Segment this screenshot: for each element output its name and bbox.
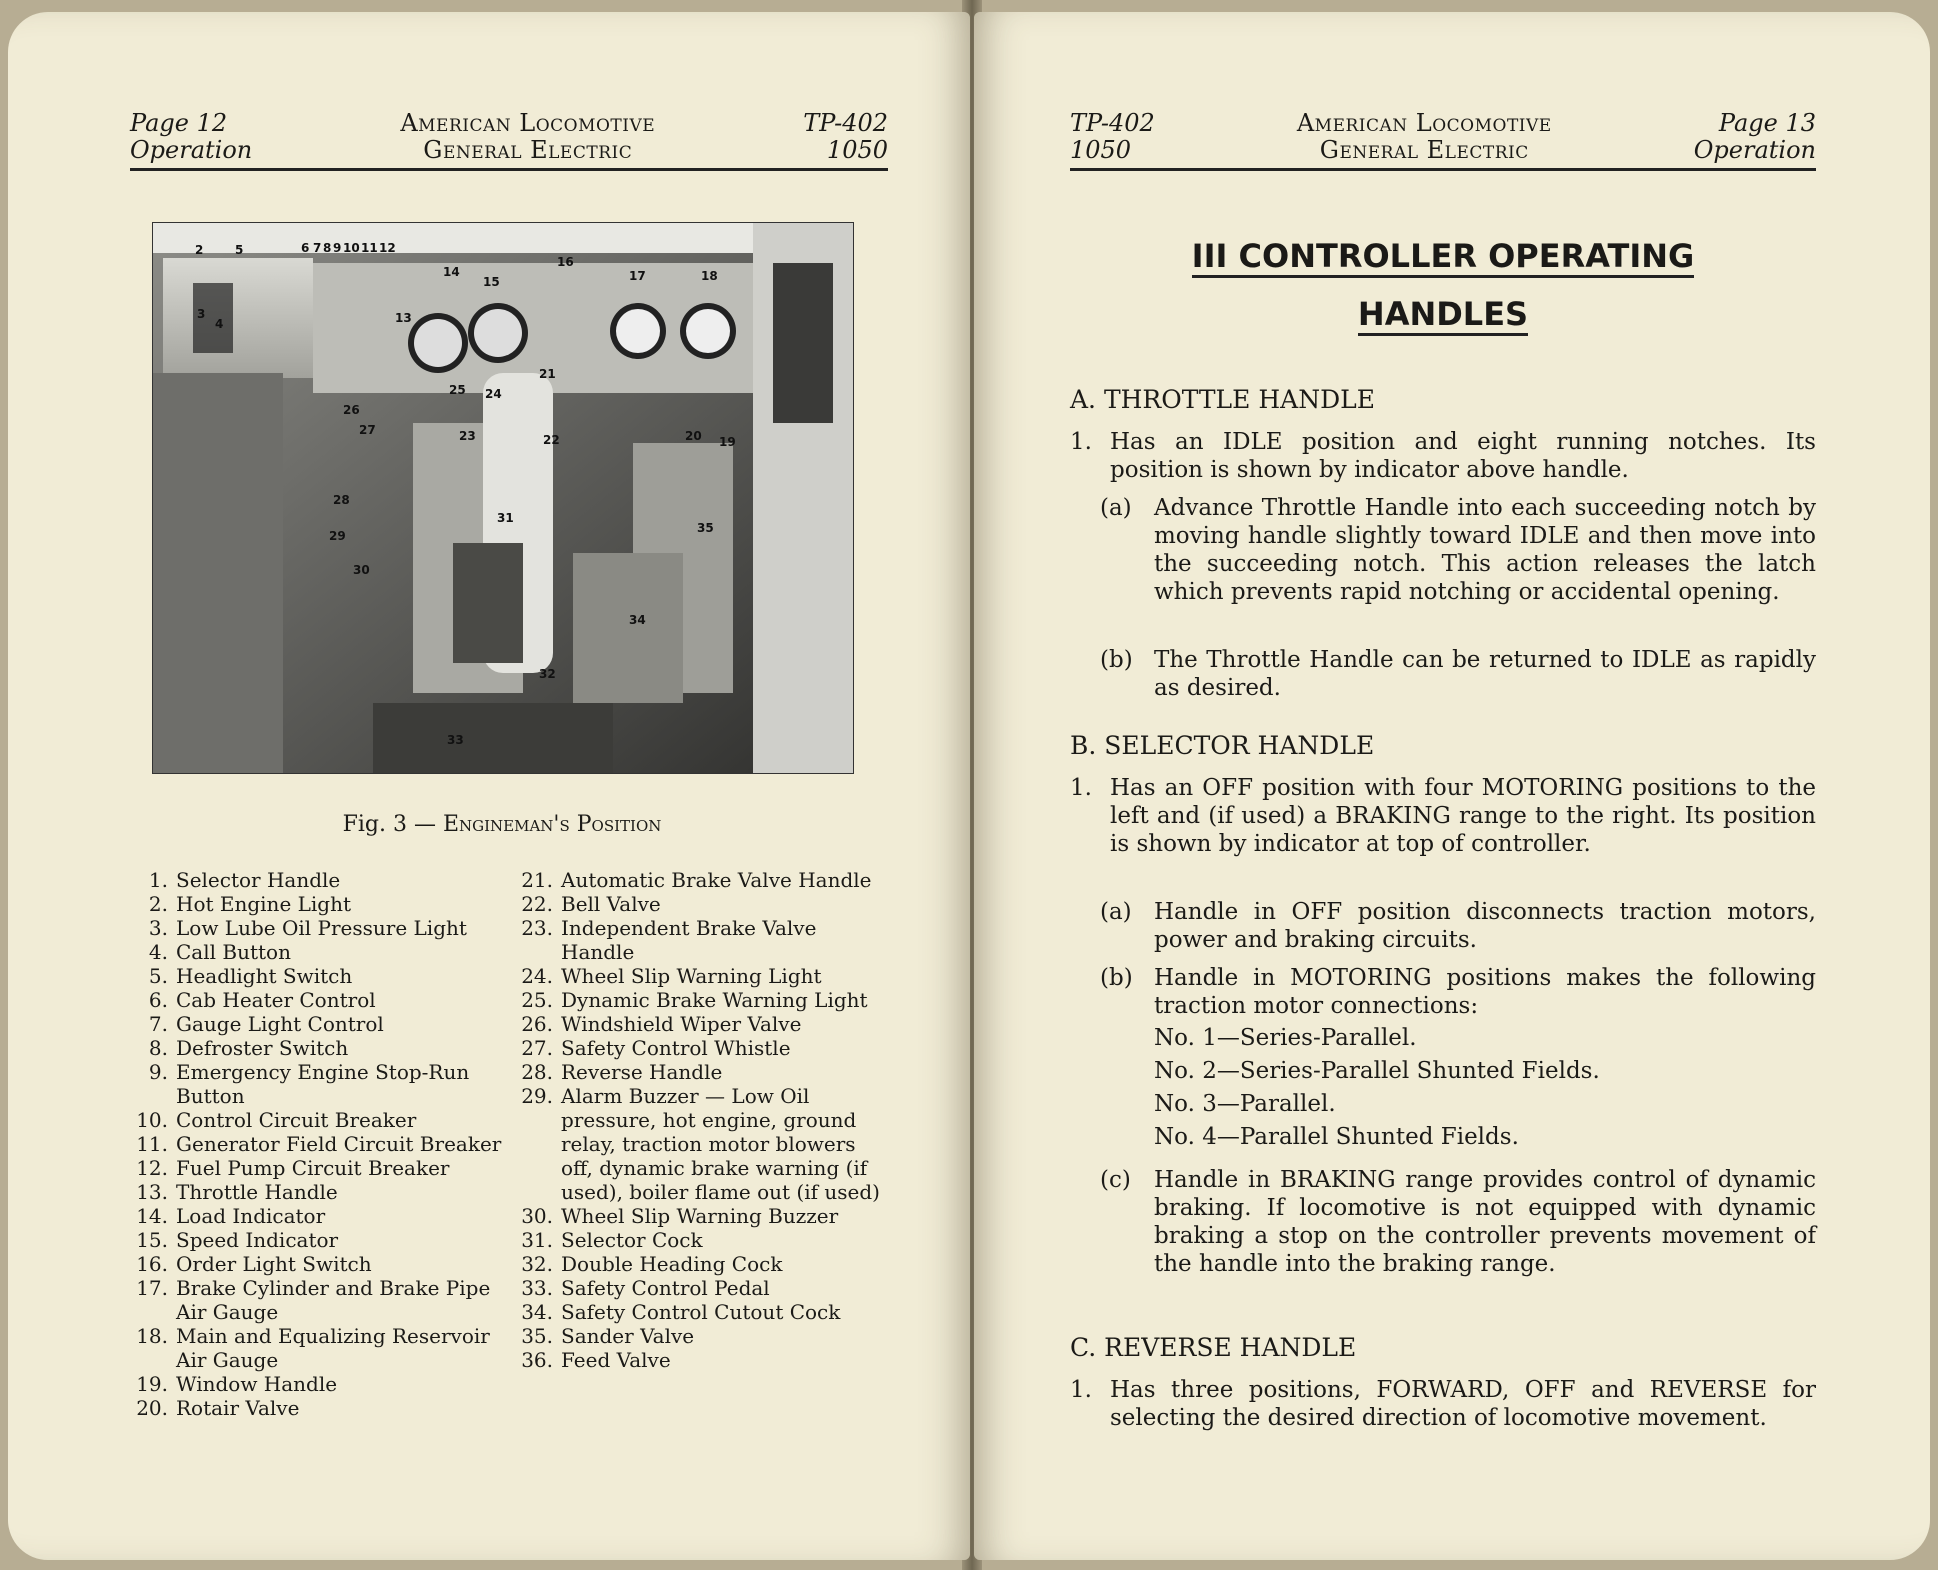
legend-item-number: 6.	[148, 988, 168, 1012]
callout-32: 32	[539, 667, 556, 681]
legend-item	[128, 1108, 508, 1132]
motoring-list-item: No. 3—Parallel.	[1154, 1091, 1336, 1117]
legend-item-number: 29.	[521, 1084, 553, 1108]
section-b-item-1: 1. Has an OFF position with four MOTORING positions to the left and (if used) a BRAKING range to the right. Its position is shown by indicator at top of controller.	[1070, 775, 1816, 857]
callout-5: 5	[235, 243, 244, 257]
legend-item-text: Rotair Valve	[176, 1396, 300, 1420]
legend-item-number: 17.	[136, 1276, 168, 1300]
legend-item-number: 36.	[521, 1348, 553, 1372]
legend-item	[128, 1180, 508, 1204]
figure-caption	[152, 812, 852, 837]
legend-item	[513, 1204, 893, 1228]
legend-item	[128, 892, 508, 916]
legend-item	[128, 1324, 508, 1372]
figure-caption-title: Engineman's Position	[442, 812, 662, 837]
legend-item-text: Automatic Brake Valve Handle	[561, 868, 872, 892]
legend-item-number: 15.	[136, 1228, 168, 1252]
legend-item	[128, 940, 508, 964]
legend-item-number: 23.	[521, 916, 553, 940]
legend-item-number: 26.	[521, 1012, 553, 1036]
legend-item	[513, 988, 893, 1012]
company-line1: American Locomotive	[1296, 109, 1552, 137]
legend-item	[513, 964, 893, 988]
section-b-item-c: (c) Handle in BRAKING range provides control of dynamic braking. If locomotive is not equipped with dynamic braking a stop on the controller prevents movement of the handle into the braking range.	[1100, 1167, 1816, 1277]
legend-item-text: Load Indicator	[176, 1204, 326, 1228]
callout-29: 29	[329, 529, 346, 543]
legend-item-number: 1.	[148, 868, 168, 892]
legend-item-number: 35.	[521, 1324, 553, 1348]
legend-item-text: Control Circuit Breaker	[176, 1108, 417, 1132]
legend-item-text: Windshield Wiper Valve	[561, 1012, 802, 1036]
legend-item	[128, 868, 508, 892]
callout-2: 2	[195, 243, 204, 257]
legend-item-number: 20.	[136, 1396, 168, 1420]
section-label: Operation	[130, 136, 253, 164]
legend-item-number: 28.	[521, 1060, 553, 1084]
legend-item-text: Dynamic Brake Warning Light	[561, 988, 868, 1012]
callout-3: 3	[197, 307, 206, 321]
section-a-item-b: (b) The Throttle Handle can be returned to IDLE as rapidly as desired.	[1100, 647, 1816, 701]
callout-33: 33	[447, 733, 464, 747]
callout-18: 18	[701, 269, 718, 283]
callout-24: 24	[485, 387, 502, 401]
legend-item-number: 18.	[136, 1324, 168, 1348]
company-line2: General Electric	[423, 136, 633, 164]
legend-item	[513, 1324, 893, 1348]
legend-item-text: Cab Heater Control	[176, 988, 376, 1012]
legend-column-2	[513, 868, 893, 1372]
company-line1: American Locomotive	[400, 109, 656, 137]
legend-item-text: Wheel Slip Warning Light	[561, 964, 822, 988]
legend-item-text: Reverse Handle	[561, 1060, 723, 1084]
legend-item	[128, 1252, 508, 1276]
callout-25: 25	[449, 383, 466, 397]
legend-item-text: Safety Control Whistle	[561, 1036, 791, 1060]
section-a-heading: A. THROTTLE HANDLE	[1070, 385, 1375, 414]
legend-item	[128, 916, 508, 940]
legend-item-number: 19.	[136, 1372, 168, 1396]
legend-item-text: Feed Valve	[561, 1348, 671, 1372]
callout-10: 10	[343, 241, 360, 255]
legend-item-number: 32.	[521, 1252, 553, 1276]
legend-item	[128, 964, 508, 988]
doc-revision: 1050	[1070, 136, 1132, 164]
callout-19: 19	[719, 435, 736, 449]
page-number: Page 13	[1718, 109, 1816, 137]
legend-item-number: 25.	[521, 988, 553, 1012]
legend-item-number: 16.	[136, 1252, 168, 1276]
legend-item	[128, 1372, 508, 1396]
legend-item-text: Generator Field Circuit Breaker	[176, 1132, 502, 1156]
right-page-header	[1070, 110, 1816, 171]
section-b-heading: B. SELECTOR HANDLE	[1070, 731, 1375, 760]
legend-item-number: 24.	[521, 964, 553, 988]
legend-item	[128, 1396, 508, 1420]
callout-23: 23	[459, 429, 476, 443]
legend-item	[128, 1204, 508, 1228]
callout-31: 31	[497, 511, 514, 525]
legend-item-number: 21.	[521, 868, 553, 892]
callout-34: 34	[629, 613, 646, 627]
legend-item-number: 4.	[148, 940, 168, 964]
legend-item	[513, 1084, 893, 1204]
callout-21: 21	[539, 367, 556, 381]
legend-item-text: Speed Indicator	[176, 1228, 339, 1252]
callout-20: 20	[685, 429, 702, 443]
legend-item	[128, 1060, 508, 1108]
legend-item	[513, 1252, 893, 1276]
callout-6: 6	[301, 241, 310, 255]
legend-item-text: Wheel Slip Warning Buzzer	[561, 1204, 839, 1228]
legend-item	[513, 1300, 893, 1324]
legend-item-text: Independent Brake Valve Handle	[561, 916, 817, 964]
callout-22: 22	[543, 433, 560, 447]
legend-item-number: 34.	[521, 1300, 553, 1324]
legend-item-text: Hot Engine Light	[176, 892, 352, 916]
callout-14: 14	[443, 265, 460, 279]
legend-item-text: Defroster Switch	[176, 1036, 349, 1060]
legend-item	[513, 1348, 893, 1372]
legend-item	[128, 1228, 508, 1252]
chapter-title-line2: HANDLES	[1070, 300, 1816, 328]
company-line2: General Electric	[1319, 136, 1529, 164]
section-label: Operation	[1693, 136, 1816, 164]
legend-item-number: 5.	[148, 964, 168, 988]
callout-27: 27	[359, 423, 376, 437]
legend-item-text: Bell Valve	[561, 892, 661, 916]
section-c-item-1: 1. Has three positions, FORWARD, OFF and REVERSE for selecting the desired direction of locomotive movement.	[1070, 1377, 1816, 1431]
legend-item-text: Emergency Engine Stop-Run Button	[176, 1060, 470, 1108]
legend-item	[128, 1012, 508, 1036]
callout-30: 30	[353, 563, 370, 577]
section-c-heading: C. REVERSE HANDLE	[1070, 1333, 1357, 1362]
legend-item-number: 7.	[148, 1012, 168, 1036]
callout-4: 4	[215, 317, 224, 331]
legend-item-text: Double Heading Cock	[561, 1252, 783, 1276]
callout-11: 11	[361, 241, 378, 255]
legend-item-number: 13.	[136, 1180, 168, 1204]
legend-item	[513, 868, 893, 892]
callout-7: 7	[313, 241, 322, 255]
left-page-header	[130, 110, 888, 171]
legend-item-number: 10.	[136, 1108, 168, 1132]
legend-item	[513, 892, 893, 916]
legend-item	[513, 1276, 893, 1300]
section-b-item-a: (a) Handle in OFF position disconnects traction motors, power and braking circuits.	[1100, 899, 1816, 953]
legend-item-text: Gauge Light Control	[176, 1012, 384, 1036]
callout-35: 35	[697, 521, 714, 535]
section-a-item-1: 1. Has an IDLE position and eight running notches. Its position is shown by indicator above handle.	[1070, 429, 1816, 483]
legend-column-1	[128, 868, 508, 1420]
doc-revision: 1050	[826, 136, 888, 164]
callout-9: 9	[333, 241, 342, 255]
callout-12: 12	[379, 241, 396, 255]
callout-13: 13	[395, 311, 412, 325]
callout-28: 28	[333, 493, 350, 507]
legend-item-text: Selector Handle	[176, 868, 341, 892]
legend-item-number: 2.	[148, 892, 168, 916]
legend-item	[513, 916, 893, 964]
legend-item-text: Headlight Switch	[176, 964, 353, 988]
legend-item-text: Safety Control Pedal	[561, 1276, 770, 1300]
motoring-list-item: No. 2—Series-Parallel Shunted Fields.	[1154, 1058, 1600, 1084]
right-page	[974, 12, 1930, 1560]
doc-number: TP-402	[1070, 109, 1155, 137]
motoring-list-item: No. 1—Series-Parallel.	[1154, 1025, 1417, 1051]
legend-item	[513, 1012, 893, 1036]
legend-item	[128, 1036, 508, 1060]
legend-item-number: 9.	[148, 1060, 168, 1084]
figure-caption-prefix: Fig. 3 —	[342, 812, 436, 837]
legend-item-number: 22.	[521, 892, 553, 916]
legend-item-text: Alarm Buzzer — Low Oil pressure, hot engine, ground relay, traction motor blowers off, dynamic brake warning (if used), boiler flame out (if used)	[561, 1084, 880, 1204]
legend-item	[513, 1036, 893, 1060]
legend-item-text: Selector Cock	[561, 1228, 703, 1252]
legend-item-text: Call Button	[176, 940, 291, 964]
legend-item	[128, 988, 508, 1012]
callout-15: 15	[483, 275, 500, 289]
motoring-list-item: No. 4—Parallel Shunted Fields.	[1154, 1124, 1519, 1150]
legend-item	[128, 1132, 508, 1156]
motoring-list	[1154, 1024, 1816, 1156]
cab-photo-illustration	[153, 223, 853, 773]
legend-item-number: 3.	[148, 916, 168, 940]
section-b-item-b: (b) Handle in MOTORING positions makes the following traction motor connections:	[1100, 965, 1816, 1019]
legend-item-number: 11.	[136, 1132, 168, 1156]
legend-item-number: 12.	[136, 1156, 168, 1180]
cab-photo	[152, 222, 854, 774]
legend-item-text: Low Lube Oil Pressure Light	[176, 916, 467, 940]
left-page	[8, 12, 970, 1560]
legend-item-number: 8.	[148, 1036, 168, 1060]
legend-item-number: 14.	[136, 1204, 168, 1228]
callout-16: 16	[557, 255, 574, 269]
legend-item-text: Safety Control Cutout Cock	[561, 1300, 841, 1324]
legend-item-text: Fuel Pump Circuit Breaker	[176, 1156, 450, 1180]
legend-item-number: 30.	[521, 1204, 553, 1228]
legend-item-text: Throttle Handle	[176, 1180, 338, 1204]
legend-item-number: 27.	[521, 1036, 553, 1060]
legend-item-text: Main and Equalizing Reservoir Air Gauge	[176, 1324, 490, 1372]
legend-item-text: Order Light Switch	[176, 1252, 372, 1276]
page-number: Page 12	[130, 109, 228, 137]
legend-item-number: 31.	[521, 1228, 553, 1252]
legend-item-text: Window Handle	[176, 1372, 338, 1396]
legend-item	[128, 1156, 508, 1180]
legend-item-text: Brake Cylinder and Brake Pipe Air Gauge	[176, 1276, 491, 1324]
callout-26: 26	[343, 403, 360, 417]
legend-item	[513, 1060, 893, 1084]
section-a-item-a: (a) Advance Throttle Handle into each succeeding notch by moving handle slightly toward IDLE and then move into the succeeding notch. This action releases the latch which prevents rapid notching or accidental opening.	[1100, 495, 1816, 605]
doc-number: TP-402	[803, 109, 888, 137]
legend-item-text: Sander Valve	[561, 1324, 695, 1348]
legend-item-number: 33.	[521, 1276, 553, 1300]
callout-17: 17	[629, 269, 646, 283]
chapter-title-line1: III CONTROLLER OPERATING	[1070, 242, 1816, 270]
legend-item	[513, 1228, 893, 1252]
legend-item	[128, 1276, 508, 1324]
callout-8: 8	[323, 241, 332, 255]
